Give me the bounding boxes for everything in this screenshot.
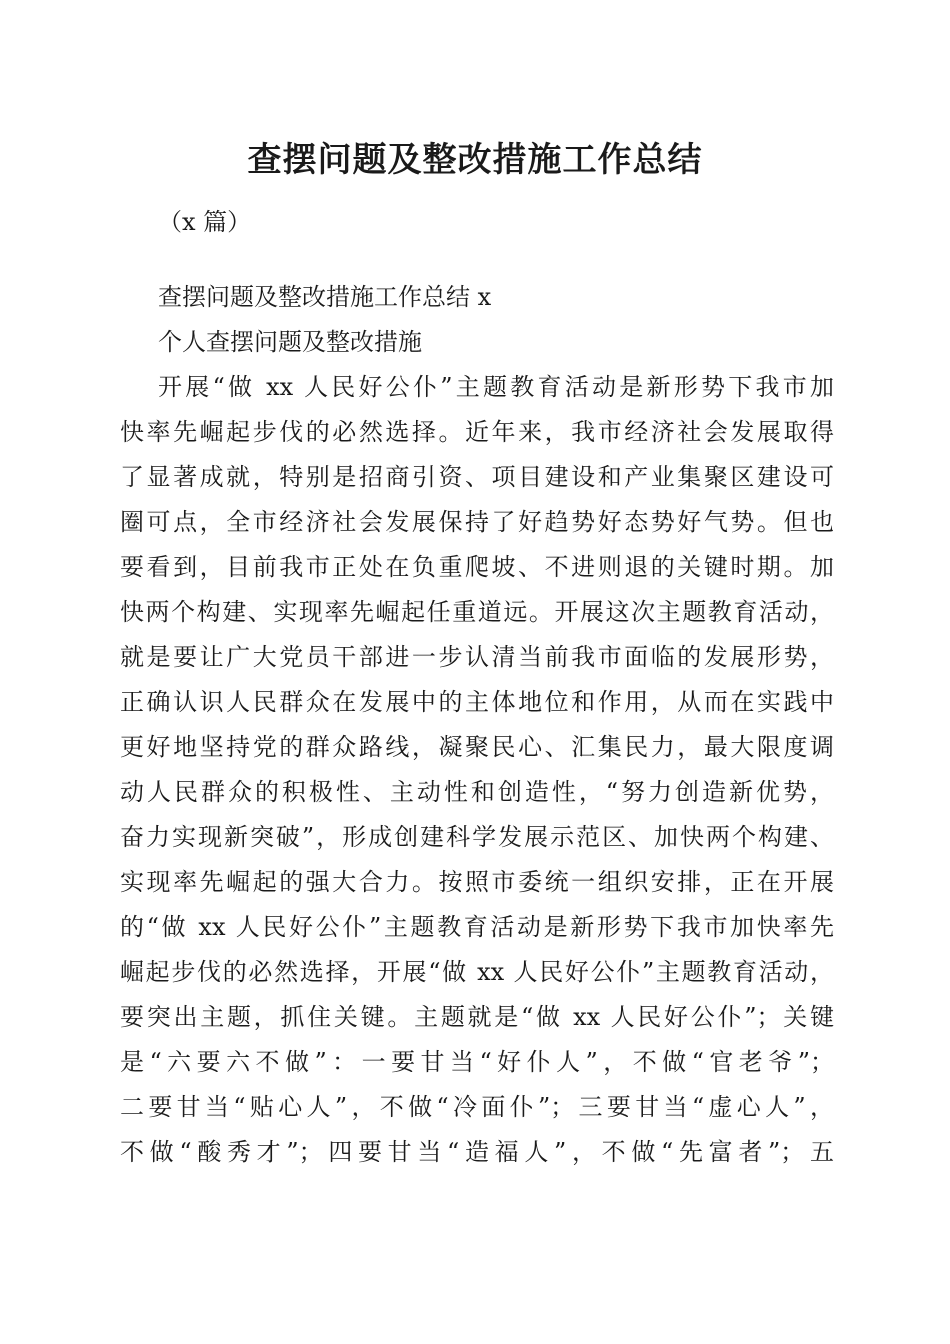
document-title: 查摆问题及整改措施工作总结: [247, 140, 703, 180]
paragraph-line: 崛起步伐的必然选择，开展“做 xx 人民好公仆”主题教育活动，: [120, 958, 834, 986]
document-subtitle: （x 篇）: [158, 208, 252, 236]
paragraph-line: 开展“做 xx 人民好公仆”主题教育活动是新形势下我市加: [158, 373, 834, 401]
paragraph-line: 圈可点，全市经济社会发展保持了好趋势好态势好气势。但也: [120, 508, 834, 536]
section-subheading: 个人查摆问题及整改措施: [158, 328, 422, 356]
paragraph-line: 要突出主题，抓住关键。主题就是“做 xx 人民好公仆”；关键: [120, 1003, 834, 1031]
paragraph-line: 就是要让广大党员干部进一步认清当前我市面临的发展形势，: [120, 643, 834, 671]
paragraph-line: 要看到，目前我市正处在负重爬坡、不进则退的关键时期。加: [120, 553, 834, 581]
paragraph-line: 的“做 xx 人民好公仆”主题教育活动是新形势下我市加快率先: [120, 913, 834, 941]
paragraph-line: 是“六要六不做”：一要甘当“好仆人”，不做“官老爷”；: [120, 1048, 834, 1076]
section-heading: 查摆问题及整改措施工作总结 x: [158, 283, 492, 311]
paragraph-line: 了显著成就，特别是招商引资、项目建设和产业集聚区建设可: [120, 463, 834, 491]
paragraph-line: 实现率先崛起的强大合力。按照市委统一组织安排，正在开展: [120, 868, 834, 896]
paragraph-line: 快两个构建、实现率先崛起任重道远。开展这次主题教育活动，: [120, 598, 834, 626]
paragraph-line: 不做“酸秀才”；四要甘当“造福人”，不做“先富者”；五: [120, 1138, 834, 1166]
paragraph-line: 奋力实现新突破”，形成创建科学发展示范区、加快两个构建、: [120, 823, 834, 851]
paragraph-line: 更好地坚持党的群众路线，凝聚民心、汇集民力，最大限度调: [120, 733, 834, 761]
paragraph-line: 快率先崛起步伐的必然选择。近年来，我市经济社会发展取得: [120, 418, 834, 446]
paragraph-line: 动人民群众的积极性、主动性和创造性，“努力创造新优势，: [120, 778, 834, 806]
paragraph-line: 二要甘当“贴心人”，不做“冷面仆”；三要甘当“虚心人”，: [120, 1093, 834, 1121]
paragraph-line: 正确认识人民群众在发展中的主体地位和作用，从而在实践中: [120, 688, 834, 716]
